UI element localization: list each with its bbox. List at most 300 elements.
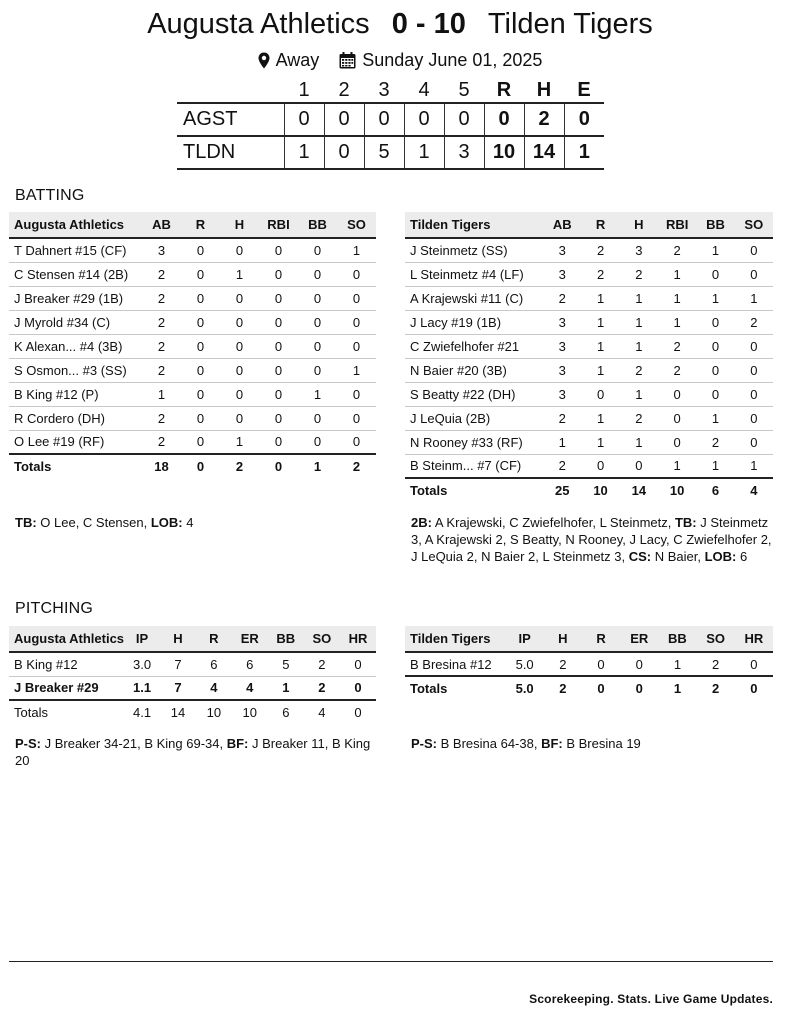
stat-cell: 2 [543,406,581,430]
player-row [9,382,376,406]
stat-cell: 1.1 [124,676,160,700]
stat-column-header: BB [268,626,304,652]
stat-cell: 0 [181,406,220,430]
player-name: J LeQuia (2B) [405,406,543,430]
stat-cell: 0 [340,676,376,700]
totals-cell: 2 [220,454,259,478]
stat-cell: 0 [337,382,376,406]
matchup-title [0,4,800,44]
note-label: P-S: [15,736,41,751]
inning-header: 5 [458,79,470,101]
stat-cell: 2 [696,430,734,454]
linescore-row [177,136,604,169]
totals-cell: 4.1 [124,700,160,724]
player-name: N Rooney #33 (RF) [405,430,543,454]
totals-cell: 18 [142,454,181,478]
stat-column-header: SO [735,212,773,238]
batting-section-title: BATTING [15,187,85,204]
stat-cell: 1 [581,334,619,358]
stat-cell: 0 [259,358,298,382]
stat-cell: 1 [735,286,773,310]
stat-column-header: BB [658,626,696,652]
player-name: B Bresina #12 [405,652,506,676]
inning-runs: 0 [444,103,484,136]
totals-label: Totals [405,478,543,502]
stat-cell: 3 [620,238,658,262]
stat-cell: 2 [304,652,340,676]
away-pitching-notes [15,735,375,769]
totals-cell: 2 [544,676,582,700]
note-label: TB: [674,515,697,530]
stat-cell: 0 [582,652,620,676]
stat-cell: 0 [337,406,376,430]
totals-cell: 5.0 [506,676,544,700]
inning-header: 1 [298,79,310,101]
player-row [9,262,376,286]
stat-cell: 1 [658,262,696,286]
stat-cell: 0 [696,334,734,358]
team-column-header: Augusta Athletics [9,626,124,652]
player-name: A Krajewski #11 (C) [405,286,543,310]
stat-column-header: H [220,212,259,238]
stat-cell: 3.0 [124,652,160,676]
away-batting-table [9,212,376,478]
game-header [0,4,800,72]
game-meta [0,48,800,72]
totals-cell: 6 [268,700,304,724]
totals-cell: 6 [696,478,734,502]
linescore-total: 14 [524,136,564,169]
stat-cell: 2 [581,238,619,262]
stat-cell: 1 [620,310,658,334]
stat-cell: 7 [160,652,196,676]
inning-runs: 3 [444,136,484,169]
player-name: J Steinmetz (SS) [405,238,543,262]
stat-column-header: R [196,626,232,652]
player-row [9,238,376,262]
player-row [405,652,773,676]
totals-row [9,700,376,724]
stat-cell: 1 [696,406,734,430]
stat-cell: 0 [181,430,220,454]
note-text: B Bresina 19 [562,736,641,751]
stat-cell: 2 [304,676,340,700]
stat-cell: 0 [259,334,298,358]
totals-cell: 0 [582,676,620,700]
player-row [9,652,376,676]
stat-cell: 1 [620,334,658,358]
stat-cell: 1 [581,358,619,382]
totals-label: Totals [9,454,142,478]
stat-cell: 0 [259,286,298,310]
hits-header: H [536,79,552,101]
totals-cell: 2 [337,454,376,478]
stat-column-header: R [582,626,620,652]
stat-cell: 1 [337,358,376,382]
stat-column-header: RBI [259,212,298,238]
stat-cell: 1 [298,382,337,406]
stat-cell: 2 [543,454,581,478]
stat-cell: 0 [181,262,220,286]
stat-cell: 1 [142,382,181,406]
stat-column-header: ER [232,626,268,652]
team-column-header: Augusta Athletics [9,212,142,238]
note-label: TB: [15,515,37,530]
inning-runs: 0 [404,103,444,136]
stat-cell: 0 [181,358,220,382]
totals-row [405,676,773,700]
player-name: J Myrold #34 (C) [9,310,142,334]
stat-cell: 0 [259,406,298,430]
stat-cell: 0 [259,262,298,286]
stat-cell: 0 [298,238,337,262]
pitching-section-title: PITCHING [15,600,94,617]
stat-cell: 0 [298,286,337,310]
stat-column-header: SO [337,212,376,238]
note-label: LOB: [704,549,737,564]
stat-cell: 4 [232,676,268,700]
stat-column-header: BB [298,212,337,238]
stat-cell: 1 [696,286,734,310]
player-name: S Osmon... #3 (SS) [9,358,142,382]
inning-runs: 5 [364,136,404,169]
stat-cell: 1 [735,454,773,478]
stat-cell: 1 [220,430,259,454]
note-label: CS: [628,549,652,564]
stat-column-header: R [581,212,619,238]
player-row [405,238,773,262]
linescore-row [177,103,604,136]
player-name: K Alexan... #4 (3B) [9,334,142,358]
inning-runs: 0 [364,103,404,136]
player-name: N Baier #20 (3B) [405,358,543,382]
stat-cell: 1 [658,454,696,478]
stat-column-header: RBI [658,212,696,238]
player-row [405,262,773,286]
player-name: O Lee #19 (RF) [9,430,142,454]
stat-cell: 0 [259,430,298,454]
stat-cell: 2 [142,358,181,382]
stat-cell: 0 [735,430,773,454]
player-row [9,334,376,358]
stat-column-header: IP [506,626,544,652]
stat-cell: 2 [142,430,181,454]
stat-cell: 0 [735,382,773,406]
linescore-total: 0 [484,103,524,136]
note-label: BF: [226,736,249,751]
stat-cell: 2 [658,238,696,262]
team-column-header: Tilden Tigers [405,626,506,652]
totals-cell: 14 [620,478,658,502]
footer-tagline: Scorekeeping. Stats. Live Game Updates. [529,992,773,1006]
stat-cell: 1 [696,238,734,262]
stat-cell: 1 [581,430,619,454]
inning-runs: 0 [324,136,364,169]
home-team-name: Tilden Tigers [487,8,653,40]
note-text: O Lee, C Stensen, [36,515,151,530]
stat-cell: 0 [181,334,220,358]
stat-cell: 2 [620,262,658,286]
stat-cell: 2 [142,286,181,310]
stat-cell: 3 [543,310,581,334]
linescore-total: 0 [564,103,604,136]
stat-cell: 0 [696,382,734,406]
player-row [405,286,773,310]
stat-cell: 2 [620,406,658,430]
totals-cell: 10 [658,478,696,502]
player-row [405,310,773,334]
note-text: N Baier, [651,549,705,564]
stat-cell: 3 [142,238,181,262]
stat-cell: 0 [259,310,298,334]
stat-cell: 0 [658,382,696,406]
linescore-total: 10 [484,136,524,169]
stat-cell: 1 [268,676,304,700]
stat-cell: 2 [544,652,582,676]
stat-column-header: HR [735,626,773,652]
stat-cell: 2 [142,262,181,286]
stat-cell: 0 [181,286,220,310]
inning-runs: 1 [284,136,324,169]
stat-cell: 0 [259,238,298,262]
stat-cell: 0 [735,652,773,676]
stat-cell: 0 [220,310,259,334]
stat-cell: 0 [696,262,734,286]
stat-cell: 2 [142,334,181,358]
totals-cell: 0 [620,676,658,700]
stat-cell: 2 [658,334,696,358]
player-name: J Lacy #19 (1B) [405,310,543,334]
stat-cell: 0 [658,406,696,430]
runs-header: R [496,79,512,101]
stat-cell: 0 [340,652,376,676]
stat-cell: 0 [298,310,337,334]
totals-label: Totals [405,676,506,700]
away-team-name: Augusta Athletics [147,8,370,40]
note-text: 4 [182,515,194,530]
player-name: J Breaker #29 [9,676,124,700]
stat-cell: 1 [581,406,619,430]
totals-cell: 10 [581,478,619,502]
stat-cell: 1 [620,382,658,406]
inning-runs: 1 [404,136,444,169]
stat-column-header: SO [304,626,340,652]
totals-cell: 1 [298,454,337,478]
stat-column-header: IP [124,626,160,652]
totals-cell: 14 [160,700,196,724]
stat-cell: 1 [620,286,658,310]
stat-cell: 0 [181,310,220,334]
stat-cell: 0 [298,406,337,430]
player-row [405,430,773,454]
player-row [405,454,773,478]
away-batting-notes [15,514,375,531]
stat-column-header: AB [543,212,581,238]
player-name: B Steinm... #7 (CF) [405,454,543,478]
inning-runs: 0 [324,103,364,136]
stat-cell: 5.0 [506,652,544,676]
stat-column-header: BB [696,212,734,238]
stat-column-header: AB [142,212,181,238]
stat-cell: 1 [658,652,696,676]
stat-cell: 0 [220,382,259,406]
note-text: A Krajewski, C Zwiefelhofer, L Steinmetz, [431,515,675,530]
linescore-team: AGST [183,108,238,130]
inning-header: 3 [378,79,390,101]
stat-cell: 0 [220,358,259,382]
player-row [9,430,376,454]
stat-cell: 0 [337,334,376,358]
home-batting-table [405,212,773,502]
stat-cell: 0 [220,238,259,262]
player-name: R Cordero (DH) [9,406,142,430]
stat-cell: 0 [581,454,619,478]
totals-cell: 4 [304,700,340,724]
totals-cell: 10 [232,700,268,724]
stat-cell: 1 [220,262,259,286]
stat-cell: 1 [581,310,619,334]
linescore-total: 2 [524,103,564,136]
linescore-table [177,79,604,170]
totals-cell: 2 [697,676,735,700]
stat-cell: 1 [658,310,696,334]
stat-cell: 0 [620,454,658,478]
final-score: 0 - 10 [391,8,466,40]
home-pitching-notes [411,735,773,752]
home-batting-notes [411,514,773,565]
stat-cell: 0 [735,358,773,382]
stat-cell: 6 [196,652,232,676]
stat-column-header: SO [697,626,735,652]
player-row [9,676,376,700]
note-label: P-S: [411,736,437,751]
player-name: L Steinmetz #4 (LF) [405,262,543,286]
stat-cell: 3 [543,358,581,382]
player-row [9,406,376,430]
note-label: LOB: [150,515,183,530]
totals-cell: 0 [735,676,773,700]
linescore-total: 1 [564,136,604,169]
stat-cell: 1 [337,238,376,262]
totals-cell: 10 [196,700,232,724]
stat-cell: 1 [543,430,581,454]
stat-cell: 0 [298,262,337,286]
stat-column-header: H [544,626,582,652]
player-name: B King #12 [9,652,124,676]
stat-cell: 2 [142,310,181,334]
stat-cell: 1 [658,286,696,310]
player-row [405,406,773,430]
player-name: S Beatty #22 (DH) [405,382,543,406]
stat-cell: 2 [543,286,581,310]
stat-cell: 2 [658,358,696,382]
stat-cell: 0 [696,310,734,334]
totals-cell: 25 [543,478,581,502]
inning-header: 4 [418,79,430,101]
player-name: C Zwiefelhofer #21 [405,334,543,358]
player-row [9,310,376,334]
inning-runs: 0 [284,103,324,136]
stat-cell: 0 [259,382,298,406]
stat-cell: 0 [337,310,376,334]
location-label: Away [275,50,320,70]
errors-header: E [577,79,591,101]
linescore-team: TLDN [183,141,236,163]
player-name: T Dahnert #15 (CF) [9,238,142,262]
stat-cell: 5 [268,652,304,676]
player-name: B King #12 (P) [9,382,142,406]
map-pin-icon [258,52,270,69]
stat-cell: 3 [543,382,581,406]
totals-cell: 0 [340,700,376,724]
note-text: J Breaker 34-21, B King 69-34, [41,736,227,751]
totals-cell: 0 [259,454,298,478]
note-label: 2B: [411,515,432,530]
note-text: 6 [736,549,748,564]
stat-cell: 0 [658,430,696,454]
note-text: J Steinmetz 3, A Krajewski 2, S Beatty, N Rooney, J Lacy, C Zwiefelhofer 2, J LeQuia 2, N Baier 2, L Steinmetz 3, [411,515,772,564]
stat-cell: 1 [696,454,734,478]
totals-row [405,478,773,502]
stat-cell: 0 [735,334,773,358]
inning-header: 2 [338,79,350,101]
totals-cell: 0 [181,454,220,478]
totals-cell: 1 [658,676,696,700]
stat-cell: 0 [337,262,376,286]
stat-column-header: H [160,626,196,652]
stat-cell: 0 [337,286,376,310]
stat-cell: 1 [581,286,619,310]
note-text: J Breaker 11, B King 20 [15,736,371,768]
stat-cell: 0 [181,238,220,262]
stat-cell: 3 [543,334,581,358]
player-row [9,358,376,382]
home-pitching-table [405,626,773,700]
note-text: B Bresina 64-38, [437,736,542,751]
totals-cell: 4 [735,478,773,502]
stat-cell: 0 [581,382,619,406]
stat-cell: 0 [735,238,773,262]
stat-cell: 2 [142,406,181,430]
game-date: Sunday June 01, 2025 [362,50,543,70]
player-row [405,382,773,406]
player-row [9,286,376,310]
stat-cell: 2 [581,262,619,286]
stat-cell: 0 [696,358,734,382]
player-row [405,334,773,358]
stat-cell: 0 [181,382,220,406]
stat-cell: 0 [337,430,376,454]
player-name: J Breaker #29 (1B) [9,286,142,310]
footer-divider [9,961,773,962]
stat-cell: 0 [298,358,337,382]
player-row [405,358,773,382]
stat-cell: 0 [298,334,337,358]
stat-cell: 0 [298,430,337,454]
away-pitching-table [9,626,376,724]
stat-cell: 0 [735,262,773,286]
note-label: BF: [541,736,563,751]
stat-cell: 0 [220,406,259,430]
stat-cell: 3 [543,238,581,262]
stat-cell: 0 [735,406,773,430]
stat-cell: 0 [220,286,259,310]
stat-cell: 2 [697,652,735,676]
stat-column-header: R [181,212,220,238]
stat-column-header: ER [620,626,658,652]
stat-cell: 7 [160,676,196,700]
totals-row [9,454,376,478]
